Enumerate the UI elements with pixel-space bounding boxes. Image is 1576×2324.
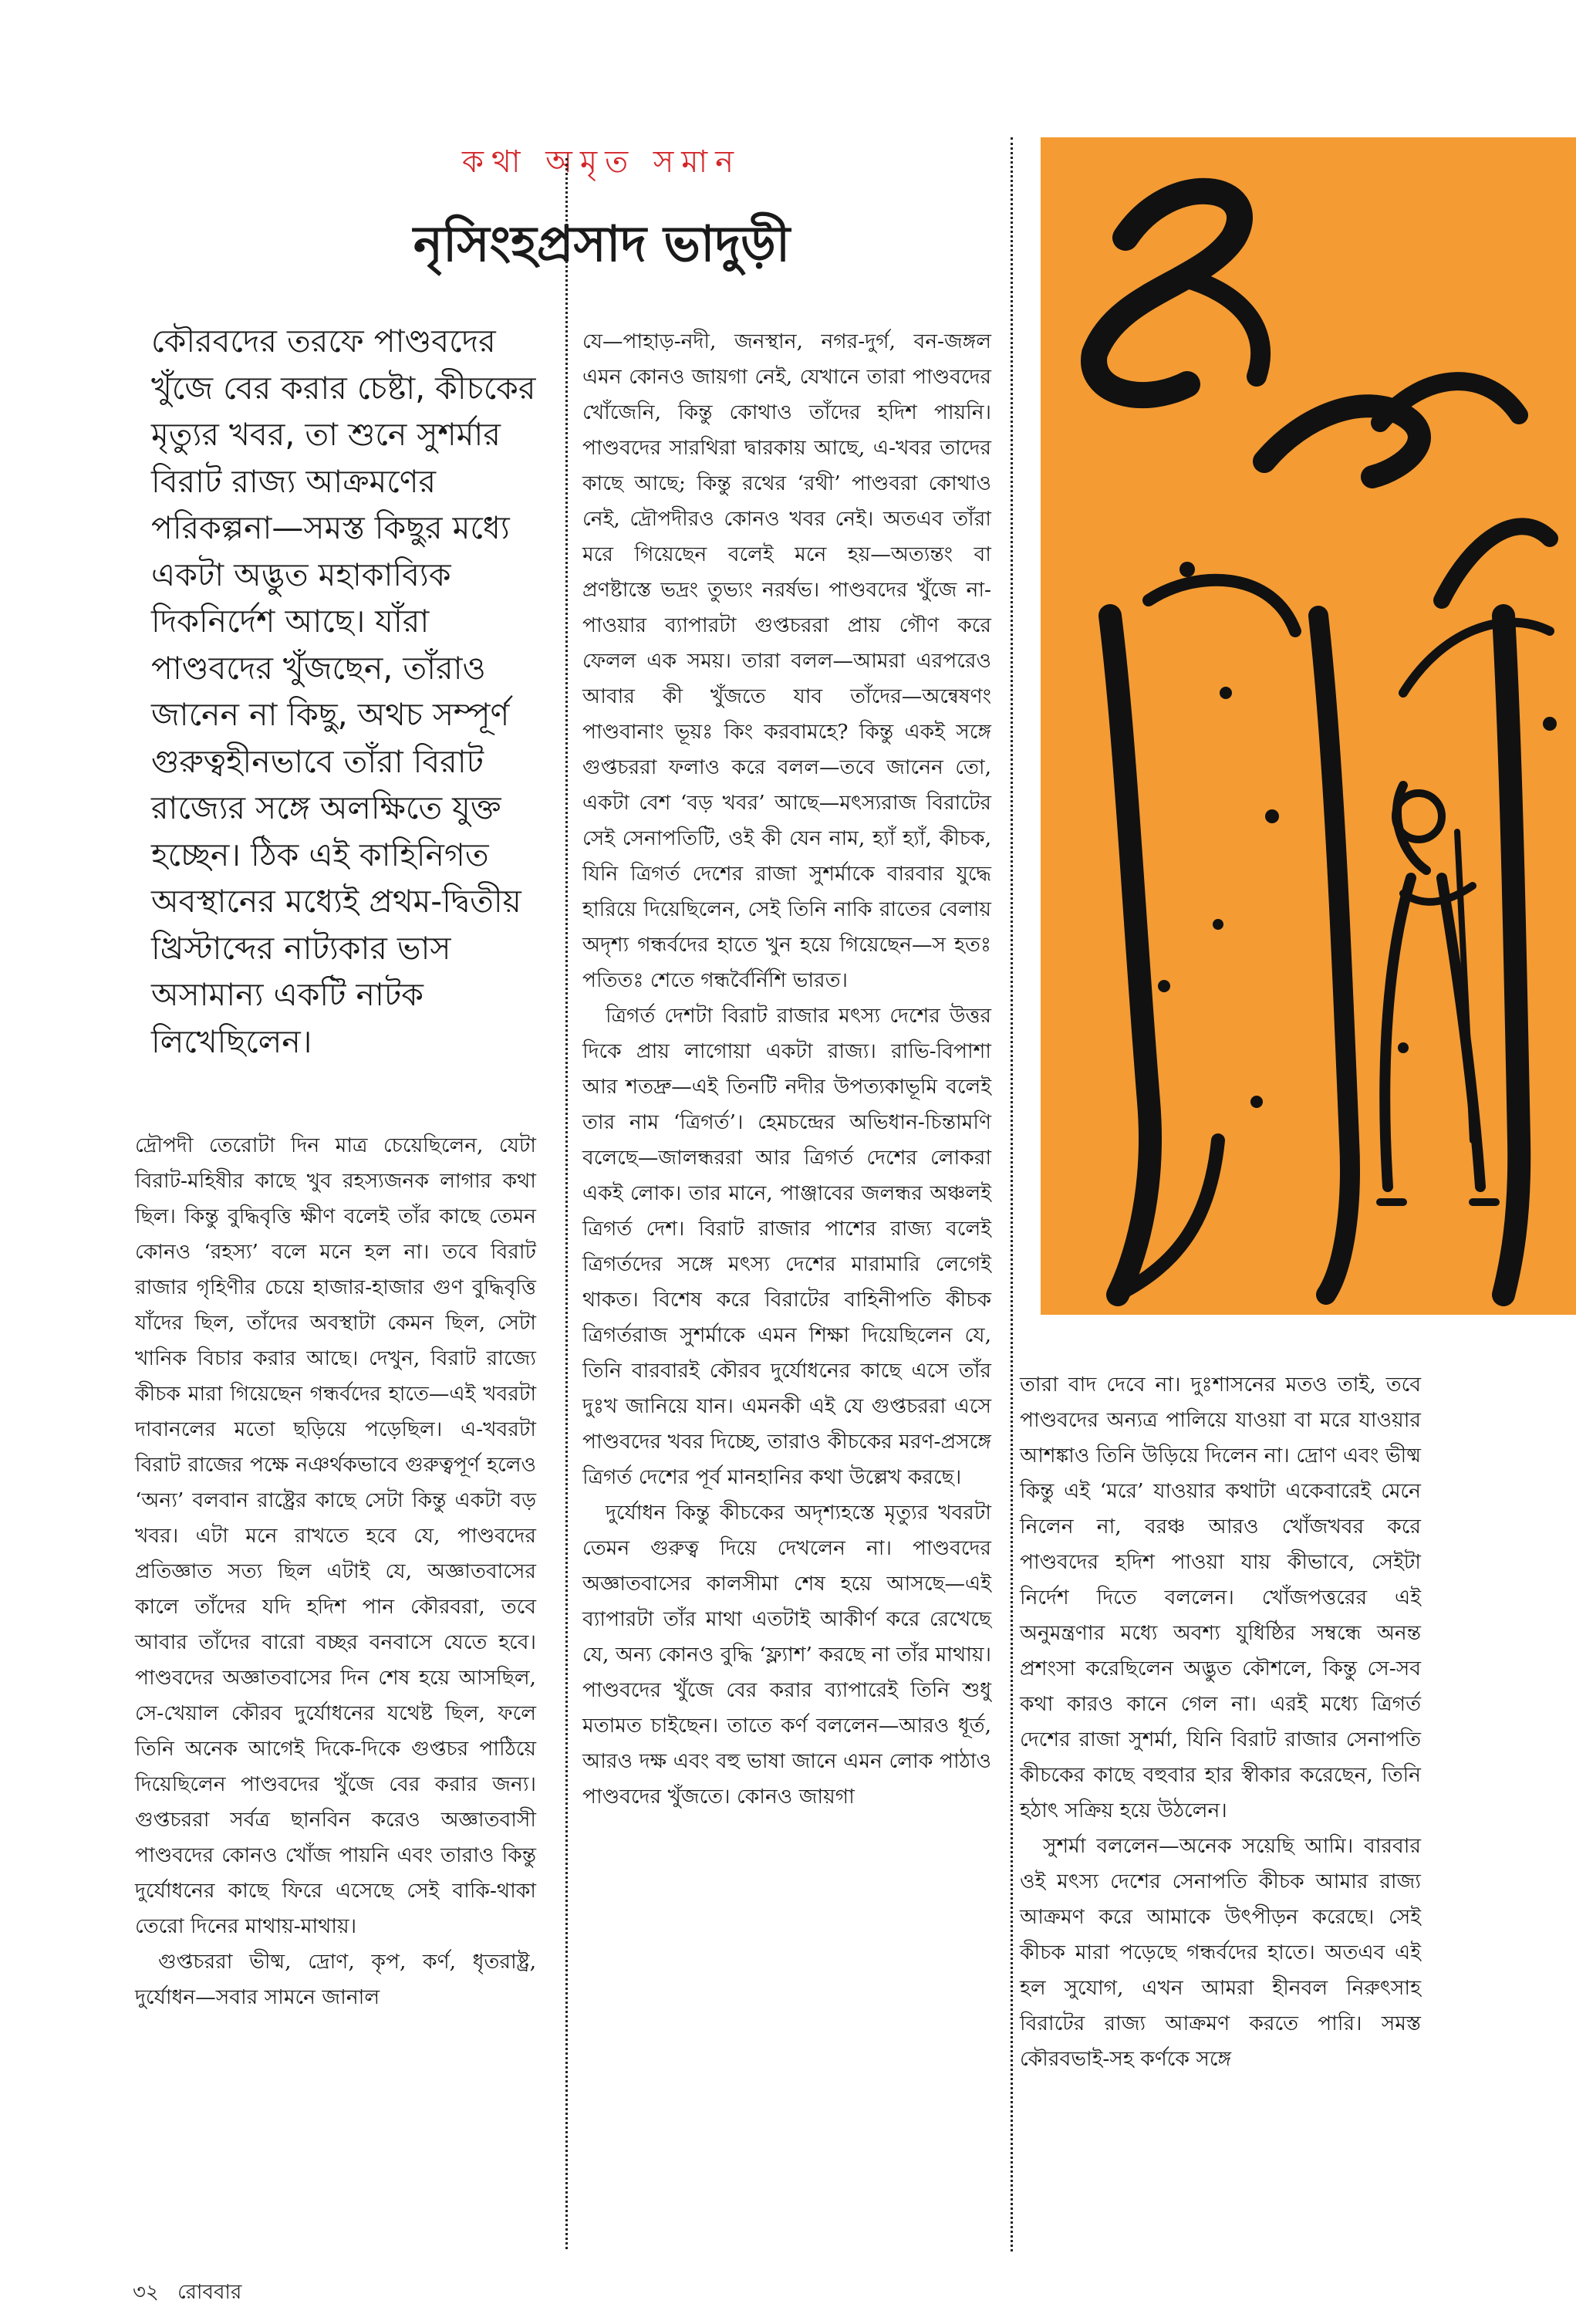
lead-paragraph (151, 318, 560, 1065)
col2-paragraph-2: ত্রিগর্ত দেশটা বিরাট রাজার মৎস্য দেশের উত্তর দিকে প্রায় লাগোয়া একটা রাজ্য। রাভি-বিপাশা আর শতদ্রু—এই তিনটি নদীর উপত্যকাভূমি বলেই তার নাম ‘ত্রিগর্ত’। হেমচন্দ্রের অভিধান-চিন্তামণি বলেছে—জালন্ধররা আর ত্রিগর্ত দেশের লোকরা একই লোক। তার মানে, পাঞ্জাবের জলন্ধর অঞ্চলই ত্রিগর্ত দেশ। বিরাট রাজার পাশের রাজ্য বলেই ত্রিগর্তদের সঙ্গে মৎস্য দেশের মারামারি লেগেই থাকত। বিশেষ করে বিরাটের বাহিনীপতি কীচক ত্রিগর্তরাজ সুশর্মাকে এমন শিক্ষা দিয়েছিলেন যে, তিনি বারবারই কৌরব দুর্যোধনের কাছে এসে তাঁর দুঃখ জানিয়ে যান। এমনকী এই যে গুপ্তচররা এসে পাণ্ডবদের খবর দিচ্ছে, তারাও কীচকের মরণ-প্রসঙ্গে ত্রিগর্ত দেশের পূর্ব মানহানির কথা উল্লেখ করছে। (582, 1004, 991, 1489)
brush-illustration (1041, 137, 1576, 1315)
magazine-name: রোববার (177, 2281, 242, 2304)
column-divider-1 (565, 158, 568, 2249)
col1-paragraph-2: গুপ্তচররা ভীষ্ম, দ্রোণ, কৃপ, কর্ণ, ধৃতরাষ্ট্র, দুর্যোধন—সবার সামনে জানাল (135, 1950, 536, 2009)
page-number: ৩২ (133, 2281, 159, 2304)
body-column-3 (1020, 1367, 1421, 2077)
col1-paragraph-1: দ্রৌপদী তেরোটা দিন মাত্র চেয়েছিলেন, যেটা বিরাট-মহিষীর কাছে খুব রহস্যজনক লাগার কথা ছিল। কিন্তু বুদ্ধিবৃত্তি ক্ষীণ বলেই তাঁর কাছে তেমন কোনও ‘রহস্য’ বলে মনে হল না। তবে বিরাট রাজার গৃহিণীর চেয়ে হাজার-হাজার গুণ বুদ্ধিবৃত্তি যাঁদের ছিল, তাঁদের অবস্থাটা কেমন ছিল, সেটা খানিক বিচার করার আছে। দেখুন, বিরাট রাজ্যে কীচক মারা গিয়েছেন গন্ধর্বদের হাতে—এই খবরটা দাবানলের মতো ছড়িয়ে পড়েছিল। এ-খবরটা বিরাট রাজের পক্ষে নঞর্থকভাবে গুরুত্বপূর্ণ হলেও ‘অন্য’ বলবান রাষ্ট্রের কাছে সেটা কিন্তু একটা বড় খবর। এটা মনে রাখতে হবে যে, পাণ্ডবদের প্রতিজ্ঞাত সত্য ছিল এটাই যে, অজ্ঞাতবাসের কালে তাঁদের যদি হদিশ পান কৌরবরা, তবে আবার তাঁদের বারো বচ্ছর বনবাসে যেতে হবে। পাণ্ডবদের অজ্ঞাতবাসের দিন শেষ হয়ে আসছিল, সে-খেয়াল কৌরব দুর্যোধনের যথেষ্ট ছিল, ফলে তিনি অনেক আগেই দিকে-দিকে গুপ্তচর পাঠিয়ে দিয়েছিলেন পাণ্ডবদের খুঁজে বের করার জন্য। গুপ্তচররা সর্বত্র ছানবিন করেও অজ্ঞাতবাসী পাণ্ডবদের কোনও খোঁজ পায়নি এবং তারাও কিন্তু দুর্যোধনের কাছে ফিরে এসেছে সেই বাকি-থাকা তেরো দিনের মাথায়-মাথায়। (135, 1133, 536, 1938)
col2-paragraph-1: যে—পাহাড়-নদী, জনস্থান, নগর-দুর্গ, বন-জঙ্গল এমন কোনও জায়গা নেই, যেখানে তারা পাণ্ডবদের খোঁজেনি, কিন্তু কোথাও তাঁদের হদিশ পায়নি। পাণ্ডবদের সারথিরা দ্বারকায় আছে, এ-খবর তাদের কাছে আছে; কিন্তু রথের ‘রথী’ পাণ্ডবরা কোথাও নেই, দ্রৌপদীরও কোনও খবর নেই। অতএব তাঁরা মরে গিয়েছেন বলেই মনে হয়—অত্যন্তং বা প্রণষ্টাস্তে ভদ্রং তুভ্যং নরর্ষভ। পাণ্ডবদের খুঁজে না-পাওয়ার ব্যাপারটা গুপ্তচররা প্রায় গৌণ করে ফেলল এক সময়। তারা বলল—আমরা এরপরেও আবার কী খুঁজতে যাব তাঁদের—অন্বেষণং পাণ্ডবানাং ভূয়ঃ কিং করবামহে? কিন্তু একই সঙ্গে গুপ্তচররা ফলাও করে বলল—তবে জানেন তো, একটা বেশ ‘বড় খবর’ আছে—মৎস্যরাজ বিরাটের সেই সেনাপতিটি, ওই কী যেন নাম, হ্যাঁ হ্যাঁ, কীচক, যিনি ত্রিগর্ত দেশের রাজা সুশর্মাকে বারবার যুদ্ধে হারিয়ে দিয়েছিলেন, সেই তিনি নাকি রাতের বেলায় অদৃশ্য গন্ধর্বদের হাতে খুন হয়ে গিয়েছেন—স হতঃ পতিতঃ শেতে গন্ধর্বৈর্নিশি ভারত। (582, 329, 991, 992)
body-column-2 (582, 324, 991, 1815)
page-footer (133, 2276, 241, 2310)
lead-text: কৌরবদের তরফে পাণ্ডবদের খুঁজে বের করার চেষ্টা, কীচকের মৃত্যুর খবর, তা শুনে সুশর্মার বিরাট রাজ্য আক্রমণের পরিকল্পনা—সমস্ত কিছুর মধ্যে একটা অদ্ভুত মহাকাব্যিক দিকনির্দেশ আছে। যাঁরা পাণ্ডবদের খুঁজছেন, তাঁরাও জানেন না কিছু, অথচ সম্পূর্ণ গুরুত্বহীনভাবে তাঁরা বিরাট রাজ্যের সঙ্গে অলক্ষিতে যুক্ত হচ্ছেন। ঠিক এই কাহিনিগত অবস্থানের মধ্যেই প্রথম-দ্বিতীয় খ্রিস্টাব্দের নাট্যকার ভাস অসামান্য একটি নাটক লিখেছিলেন। (151, 323, 536, 1060)
author-name: নৃসিংহপ্রসাদ ভাদুড়ী (413, 216, 791, 273)
column-divider-2 (1011, 137, 1013, 2251)
body-column-1 (135, 1128, 536, 2015)
col2-paragraph-3: দুর্যোধন কিন্তু কীচকের অদৃশ্যহস্তে মৃত্যুর খবরটা তেমন গুরুত্ব দিয়ে দেখলেন না। পাণ্ডবদের অজ্ঞাতবাসের কালসীমা শেষ হয়ে আসছে—এই ব্যাপারটা তাঁর মাথা এতটাই আকীর্ণ করে রেখেছে যে, অন্য কোনও বুদ্ধি ‘ফ্ল্যাশ’ করছে না তাঁর মাথায়। পাণ্ডবদের খুঁজে বের করার ব্যাপারেই তিনি শুধু মতামত চাইছেন। তাতে কর্ণ বললেন—আরও ধূর্ত, আরও দক্ষ এবং বহু ভাষা জানে এমন লোক পাঠাও পাণ্ডবদের খুঁজতে। কোনও জায়গা (582, 1501, 991, 1809)
illustration (1041, 137, 1576, 1315)
col3-paragraph-1: তারা বাদ দেবে না। দুঃশাসনের মতও তাই, তবে পাণ্ডবদের অন্যত্র পালিয়ে যাওয়া বা মরে যাওয়ার আশঙ্কাও তিনি উড়িয়ে দিলেন না। দ্রোণ এবং ভীষ্ম কিন্তু এই ‘মরে’ যাওয়ার কথাটা একেবারেই মেনে নিলেন না, বরঞ্চ আরও খোঁজখবর করে পাণ্ডবদের হদিশ পাওয়া যায় কীভাবে, সেইটা নির্দেশ দিতে বললেন। খোঁজপত্তরের এই অনুমন্ত্রণার মধ্যে অবশ্য যুধিষ্ঠির সম্বন্ধে অনন্ত প্রশংসা করেছিলেন অদ্ভুত কৌশলে, কিন্তু সে-সব কথা কারও কানে গেল না। এরই মধ্যে ত্রিগর্ত দেশের রাজা সুশর্মা, যিনি বিরাট রাজার সেনাপতি কীচকের কাছে বহুবার হার স্বীকার করেছেন, তিনি হঠাৎ সক্রিয় হয়ে উঠলেন। (1020, 1373, 1421, 1822)
series-title: কথা অমৃত সমান (462, 144, 741, 180)
col3-paragraph-2: সুশর্মা বললেন—অনেক সয়েছি আমি। বারবার ওই মৎস্য দেশের সেনাপতি কীচক আমার রাজ্য আক্রমণ করে আমাকে উৎপীড়ন করেছে। সেই কীচক মারা পড়েছে গন্ধর্বদের হাতে। অতএব এই হল সুযোগ, এখন আমরা হীনবল নিরুৎসাহ বিরাটের রাজ্য আক্রমণ করতে পারি। সমস্ত কৌরবভাই-সহ কর্ণকে সঙ্গে (1020, 1834, 1421, 2071)
